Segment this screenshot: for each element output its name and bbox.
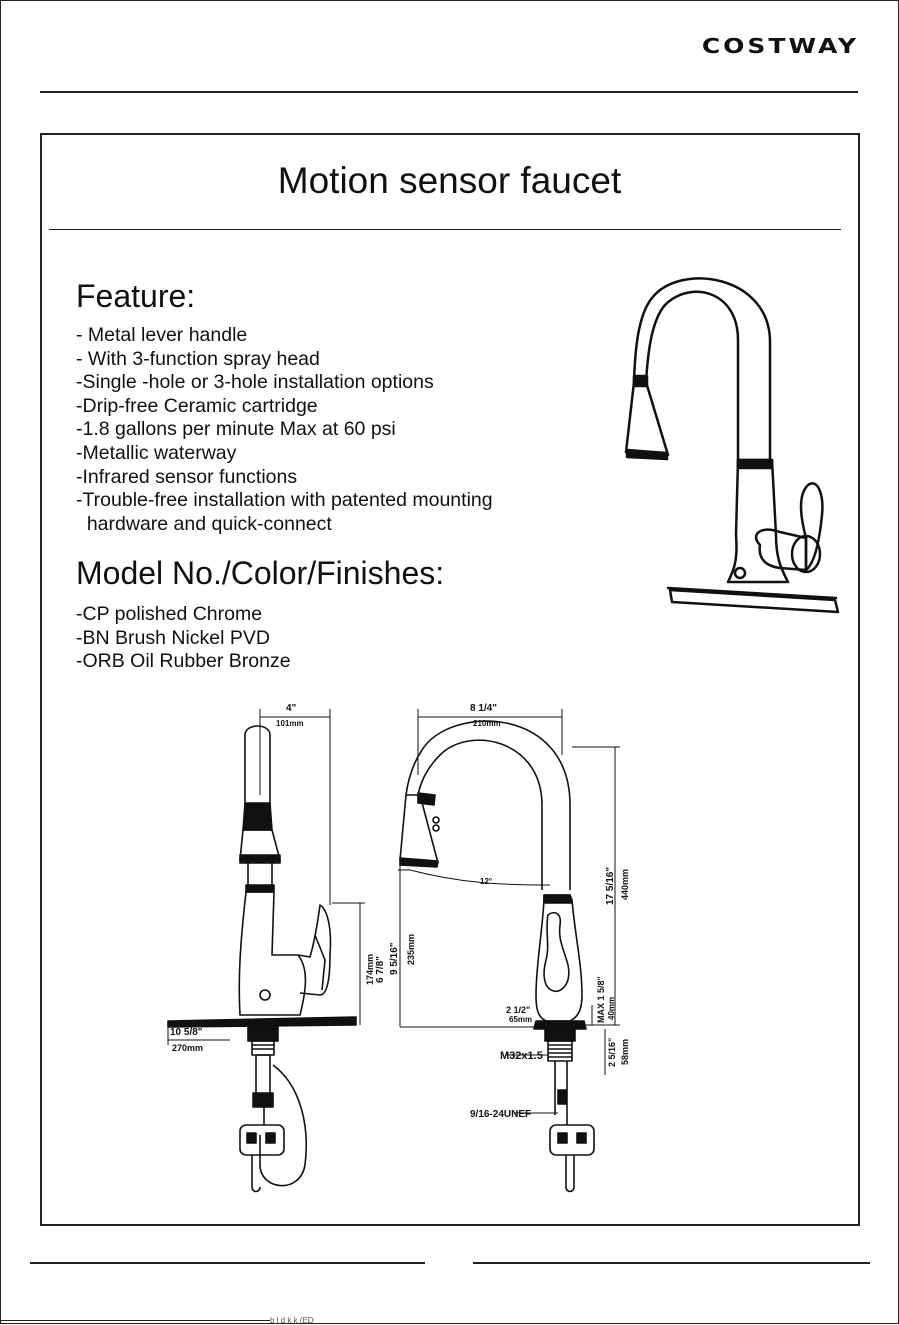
front-view-labels <box>389 703 630 1120</box>
feature-item: -1.8 gallons per minute Max at 60 psi <box>76 418 396 441</box>
side-view-outline <box>168 709 365 1192</box>
dim-hose-thread: 9/16-24UNEF <box>470 1109 532 1120</box>
dim-width-in: 4" <box>286 703 297 714</box>
feature-item: - With 3-function spray head <box>76 347 320 370</box>
dim-shank-in: 2 5/16" <box>607 1037 617 1067</box>
bottom-edge-line <box>0 1320 270 1321</box>
feature-item: -Trouble-free installation with patented mounting <box>76 489 493 512</box>
dim-reach-in: 8 1/4" <box>470 703 497 714</box>
dim-total-in: 17 5/16" <box>605 866 616 905</box>
dim-deck-in: MAX 1 5/8" <box>596 976 606 1023</box>
dim-shank-mm: 58mm <box>620 1038 630 1065</box>
dim-plate-in: 10 5/8" <box>170 1027 203 1038</box>
dim-plate-mm: 270mm <box>172 1043 204 1053</box>
footer-divider-right <box>473 1262 870 1264</box>
model-item: -ORB Oil Rubber Bronze <box>76 650 291 673</box>
feature-item: -Infrared sensor functions <box>76 465 298 488</box>
dim-angle: 12° <box>480 877 493 886</box>
dim-height-mm: 174mm <box>365 953 375 985</box>
feature-item: -Drip-free Ceramic cartridge <box>76 394 318 417</box>
footer-divider-left <box>30 1262 425 1264</box>
feature-heading: Feature: <box>76 278 196 314</box>
page-title: Motion sensor faucet <box>277 160 622 201</box>
feature-list <box>76 324 493 536</box>
dim-base-mm: 65mm <box>509 1015 533 1024</box>
model-item: -CP polished Chrome <box>76 603 263 625</box>
dim-height-in: 6 7/8" <box>375 956 386 983</box>
brand-logo: COSTWAY <box>701 34 859 58</box>
feature-item: hardware and quick-connect <box>76 512 332 535</box>
model-heading: Model No./Color/Finishes: <box>76 555 445 591</box>
model-item: -BN Brush Nickel PVD <box>76 626 270 649</box>
dim-spout-mm: 235mm <box>406 933 416 965</box>
feature-item: -Metallic waterway <box>76 441 237 464</box>
dim-base-in: 2 1/2" <box>506 1005 531 1015</box>
model-list <box>76 603 291 674</box>
dim-total-mm: 440mm <box>620 868 630 900</box>
dim-spout-in: 9 5/16" <box>389 942 400 975</box>
dim-reach-mm: 210mm <box>473 719 501 728</box>
feature-item: -Single -hole or 3-hole installation options <box>76 371 434 394</box>
technical-drawing <box>160 695 660 1200</box>
dim-thread: M32x1.5 <box>500 1050 543 1062</box>
header-divider <box>40 91 858 93</box>
side-view-labels <box>170 703 386 1053</box>
dim-deck-mm: 40mm <box>607 996 616 1020</box>
faucet-product-illustration <box>610 270 860 640</box>
cut-off-text: b l d k k (ED <box>270 1316 314 1325</box>
dim-width-mm: 101mm <box>276 719 304 728</box>
title-divider <box>49 229 841 230</box>
feature-item: - Metal lever handle <box>76 324 248 346</box>
